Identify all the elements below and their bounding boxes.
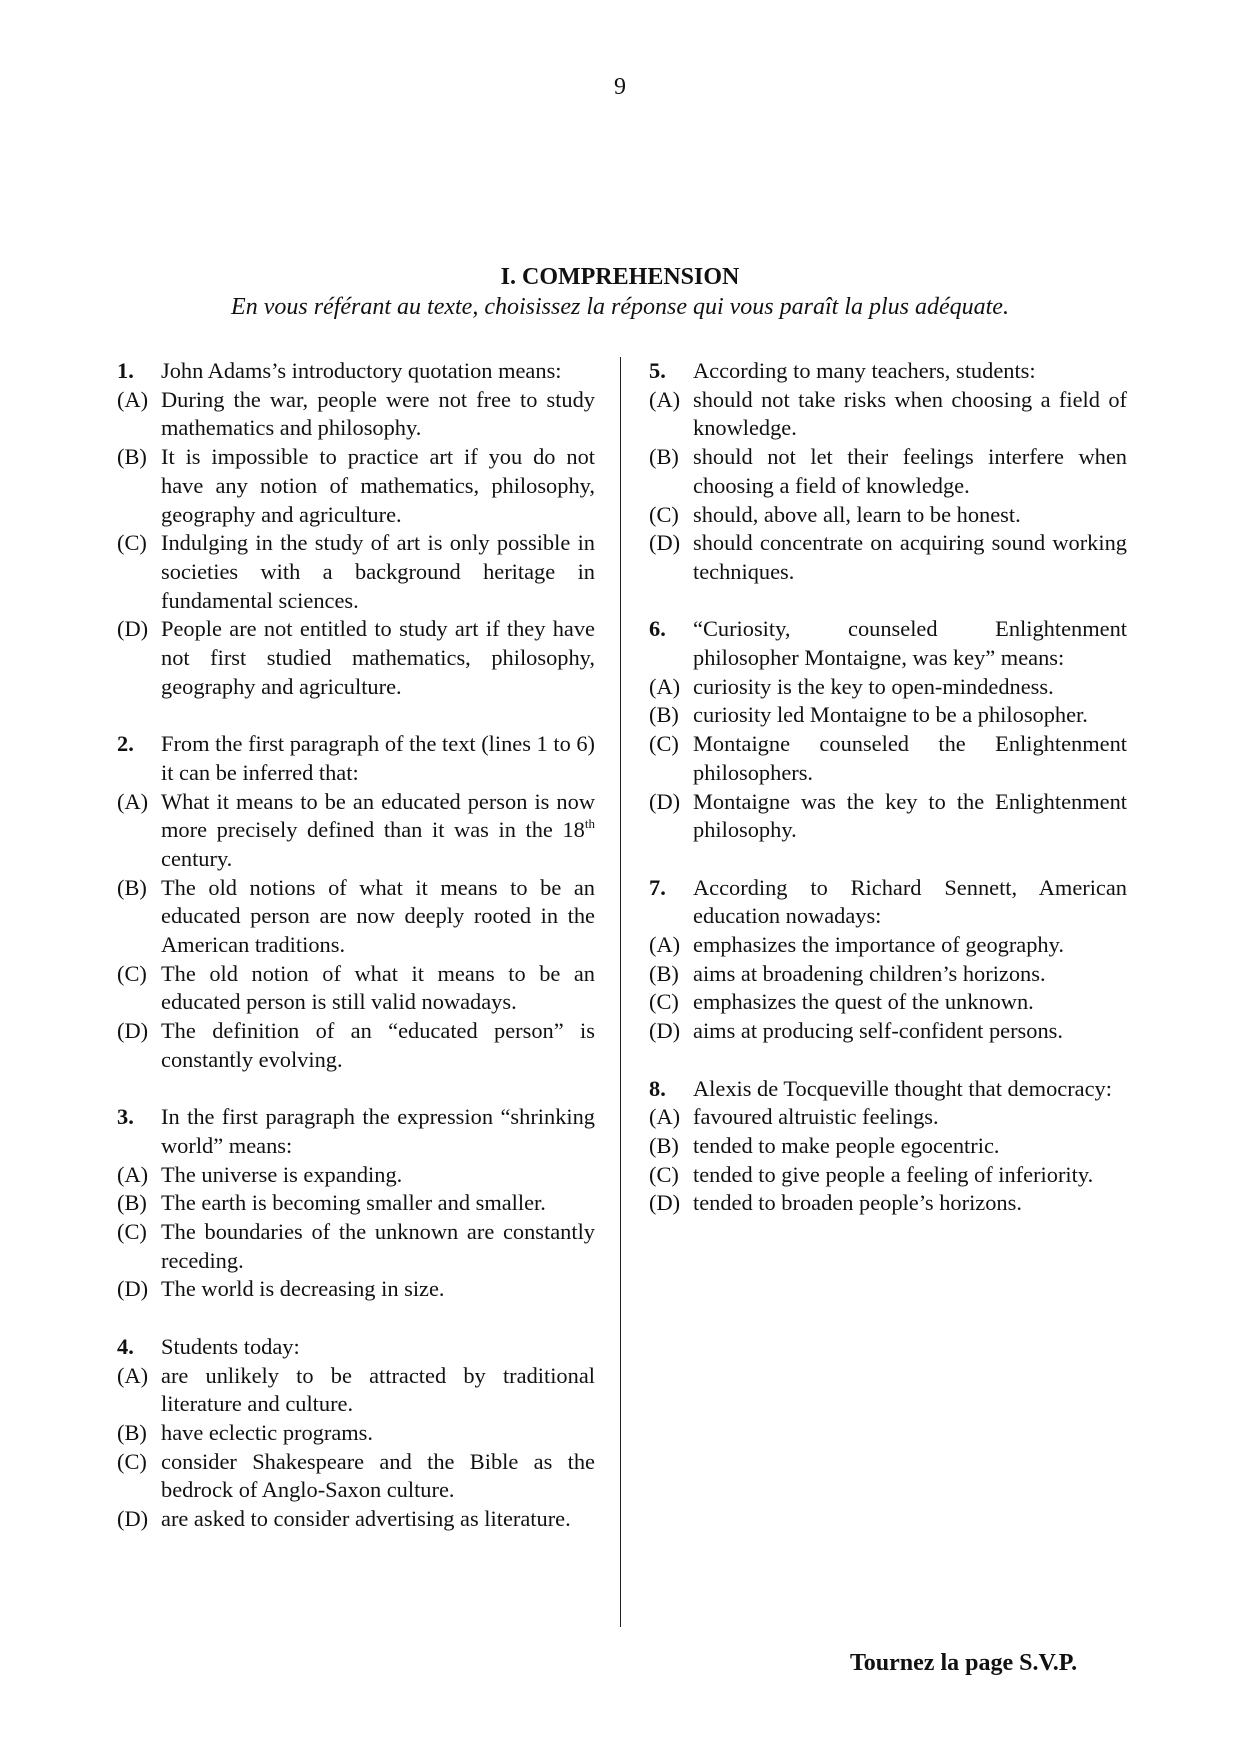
option-text: The universe is expanding.	[161, 1161, 403, 1187]
option-text: are asked to consider advertising as literature.	[161, 1506, 571, 1532]
question-number: 6.	[649, 616, 666, 642]
option-d	[117, 1017, 595, 1074]
option-c	[649, 501, 1127, 530]
option-text: emphasizes the quest of the unknown.	[693, 989, 1034, 1015]
option-b	[117, 874, 595, 960]
option-letter: (B)	[117, 874, 147, 900]
option-b	[117, 1419, 595, 1448]
question-4	[117, 1333, 595, 1534]
page-number: 9	[614, 74, 626, 100]
left-column	[117, 357, 595, 1562]
option-letter: (D)	[117, 1276, 149, 1302]
option-d	[649, 1017, 1127, 1046]
question-1	[117, 357, 595, 701]
question-6	[649, 615, 1127, 845]
question-2	[117, 730, 595, 1074]
option-b	[117, 1189, 595, 1218]
option-letter: (D)	[649, 1018, 681, 1044]
question-text: From the first paragraph of the text (lines 1 to 6) it can be inferred that:	[161, 731, 596, 785]
option-a	[117, 1362, 595, 1419]
option-text: Montaigne was the key to the Enlightenment philosophy.	[693, 788, 1127, 843]
question-text: Alexis de Tocqueville thought that democracy:	[693, 1075, 1112, 1101]
option-b	[649, 443, 1127, 500]
option-d	[649, 529, 1127, 586]
option-d	[649, 788, 1127, 845]
option-text: emphasizes the importance of geography.	[693, 932, 1064, 958]
option-c	[649, 730, 1127, 787]
option-text: It is impossible to practice art if you do not have any notion of mathematics, philosophy, geography and agriculture.	[161, 444, 595, 527]
option-letter: (A)	[117, 788, 149, 814]
option-letter: (A)	[649, 673, 681, 699]
option-letter: (A)	[117, 386, 149, 412]
option-text-part: century.	[161, 845, 233, 871]
option-b	[649, 701, 1127, 730]
page-footer: Tournez la page S.V.P.	[850, 1650, 1078, 1676]
option-d	[117, 1505, 595, 1534]
option-letter: (B)	[117, 444, 147, 470]
option-c	[117, 960, 595, 1017]
option-text: The definition of an “educated person” is constantly evolving.	[161, 1018, 595, 1072]
option-letter: (A)	[117, 1362, 149, 1388]
option-letter: (D)	[117, 1018, 149, 1044]
option-letter: (D)	[649, 1190, 681, 1216]
option-letter: (C)	[117, 960, 147, 986]
question-text: In the first paragraph the expression “shrinking world” means:	[161, 1104, 595, 1158]
question-number: 5.	[649, 358, 666, 383]
option-b	[117, 443, 595, 529]
option-text: are unlikely to be attracted by traditional literature and culture.	[161, 1362, 595, 1417]
option-text: curiosity is the key to open-mindedness.	[693, 673, 1054, 699]
option-letter: (B)	[649, 960, 679, 986]
option-letter: (C)	[117, 1219, 147, 1245]
option-text: The old notion of what it means to be an educated person is still valid nowadays.	[161, 960, 595, 1015]
option-letter: (D)	[117, 1506, 149, 1532]
option-text: consider Shakespeare and the Bible as the bedrock of Anglo-Saxon culture.	[161, 1448, 595, 1503]
option-a	[649, 1103, 1127, 1132]
option-letter: (C)	[649, 731, 679, 757]
option-text: Indulging in the study of art is only possible in societies with a background heritage in fundamental sciences.	[161, 530, 595, 613]
question-8	[649, 1075, 1127, 1219]
question-number: 3.	[117, 1104, 134, 1130]
option-a	[117, 386, 595, 443]
option-b	[649, 1132, 1127, 1161]
option-c	[117, 1448, 595, 1505]
option-letter: (D)	[117, 616, 149, 642]
option-text: tended to broaden people’s horizons.	[693, 1190, 1022, 1216]
option-letter: (D)	[649, 788, 681, 814]
option-letter: (B)	[117, 1190, 147, 1216]
option-text: should not take risks when choosing a field of knowledge.	[693, 386, 1127, 441]
question-text: According to many teachers, students:	[693, 358, 1036, 383]
question-text: John Adams’s introductory quotation means:	[161, 358, 562, 383]
option-d	[117, 615, 595, 701]
option-c	[649, 1161, 1127, 1190]
option-a	[649, 931, 1127, 960]
option-text-part: What it means to be an educated person is now more precisely defined than it was in the 18	[161, 788, 595, 843]
option-a	[649, 386, 1127, 443]
option-a	[117, 788, 595, 874]
option-text: aims at broadening children’s horizons.	[693, 960, 1046, 986]
option-c	[117, 1218, 595, 1275]
section-title: I. COMPREHENSION	[500, 264, 740, 290]
question-text: “Curiosity, counseled Enlightenment philosopher Montaigne, was key” means:	[693, 616, 1127, 671]
column-divider	[620, 357, 621, 1627]
instructions: En vous référant au texte, choisissez la réponse qui vous paraît la plus adéquate.	[231, 294, 1009, 320]
option-text: The earth is becoming smaller and smaller.	[161, 1190, 546, 1216]
option-letter: (C)	[649, 989, 679, 1015]
option-a	[649, 673, 1127, 702]
option-text: The boundaries of the unknown are constantly receding.	[161, 1219, 595, 1273]
question-text: According to Richard Sennett, American education nowadays:	[693, 874, 1127, 929]
question-3	[117, 1103, 595, 1304]
option-text: The old notions of what it means to be an educated person are now deeply rooted in the American traditions.	[161, 874, 595, 958]
option-text: should, above all, learn to be honest.	[693, 501, 1021, 527]
question-number: 7.	[649, 874, 666, 900]
question-number: 2.	[117, 731, 134, 757]
option-d	[117, 1275, 595, 1304]
option-text: tended to give people a feeling of inferiority.	[693, 1161, 1094, 1187]
option-letter: (A)	[117, 1161, 149, 1187]
option-letter: (A)	[649, 932, 681, 958]
question-number: 1.	[117, 358, 134, 383]
option-letter: (C)	[649, 501, 679, 527]
option-text: curiosity led Montaigne to be a philosopher.	[693, 702, 1088, 728]
option-a	[117, 1161, 595, 1190]
option-text: People are not entitled to study art if they have not first studied mathematics, philosophy, geography and agriculture.	[161, 616, 595, 699]
option-letter: (C)	[117, 530, 147, 556]
option-text: aims at producing self-confident persons.	[693, 1018, 1063, 1044]
option-letter: (B)	[117, 1419, 147, 1445]
option-letter: (B)	[649, 444, 679, 470]
option-text: have eclectic programs.	[161, 1419, 373, 1445]
question-7	[649, 874, 1127, 1046]
option-letter: (A)	[649, 386, 681, 412]
question-number: 4.	[117, 1333, 134, 1359]
option-text: Montaigne counseled the Enlightenment philosophers.	[693, 731, 1127, 785]
option-c	[117, 529, 595, 615]
question-5	[649, 357, 1127, 587]
option-text: The world is decreasing in size.	[161, 1276, 445, 1302]
option-letter: (B)	[649, 1132, 679, 1158]
option-letter: (A)	[649, 1104, 681, 1130]
superscript-th: th	[584, 816, 595, 832]
option-text: favoured altruistic feelings.	[693, 1104, 939, 1130]
option-letter: (D)	[649, 530, 681, 556]
option-text: should concentrate on acquiring sound working techniques.	[693, 530, 1127, 584]
option-letter: (C)	[649, 1161, 679, 1187]
option-letter: (B)	[649, 702, 679, 728]
option-text	[161, 788, 595, 874]
question-number: 8.	[649, 1075, 666, 1101]
option-c	[649, 988, 1127, 1017]
option-text: During the war, people were not free to study mathematics and philosophy.	[161, 386, 595, 441]
question-text: Students today:	[161, 1333, 300, 1359]
option-b	[649, 960, 1127, 989]
right-column	[649, 357, 1127, 1247]
option-text: tended to make people egocentric.	[693, 1132, 1000, 1158]
option-letter: (C)	[117, 1448, 147, 1474]
option-d	[649, 1189, 1127, 1218]
option-text: should not let their feelings interfere when choosing a field of knowledge.	[693, 444, 1127, 498]
